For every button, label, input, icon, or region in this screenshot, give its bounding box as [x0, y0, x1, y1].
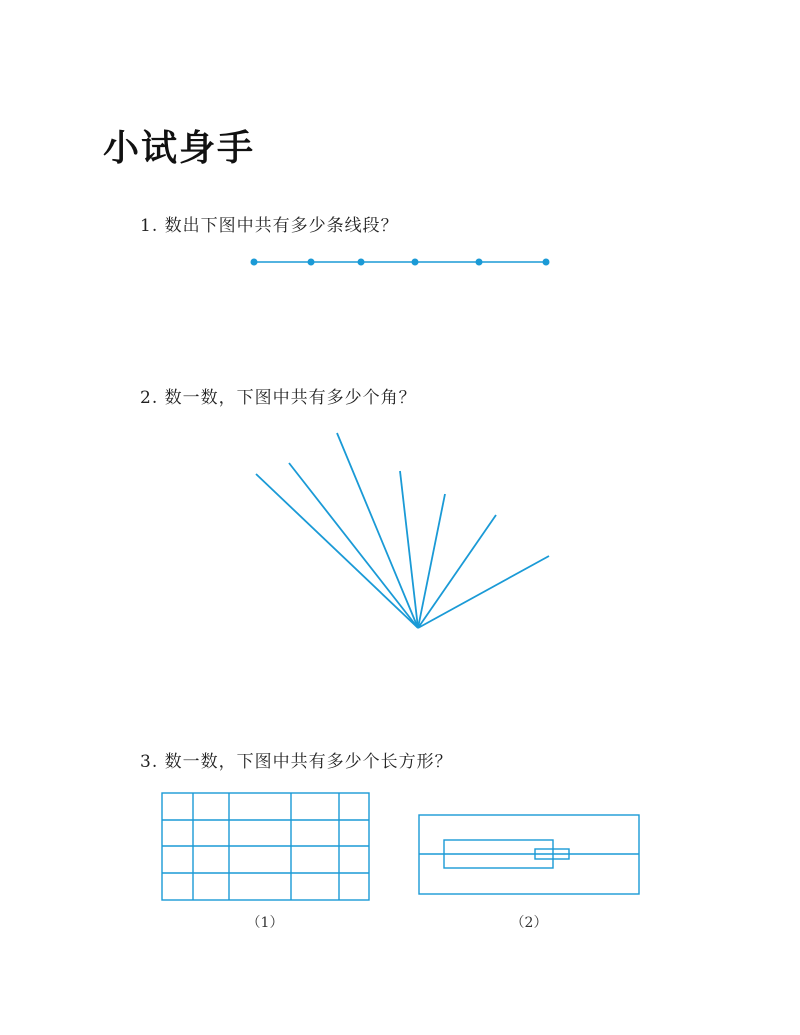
question-text: 数一数，下图中共有多少个角？: [164, 388, 417, 408]
segment-point: [476, 259, 483, 266]
question-number: 2.: [140, 388, 159, 408]
line-segment-figure: [251, 259, 550, 266]
segment-point: [543, 259, 550, 266]
ray: [337, 433, 418, 628]
segment-point: [358, 259, 365, 266]
question-number: 3.: [140, 752, 159, 772]
ray: [418, 556, 549, 628]
page-title: 小试身手: [103, 128, 256, 169]
question-text: 数一数，下图中共有多少个长方形？: [164, 752, 453, 772]
ray: [256, 474, 418, 628]
figure-label-2: （2）: [510, 915, 548, 931]
ray: [289, 463, 418, 628]
segment-point: [412, 259, 419, 266]
angle-rays-figure: [256, 433, 549, 628]
figure-label-1: （1）: [246, 915, 284, 931]
rectangle-grid-figure: [162, 793, 369, 900]
nested-rectangles-figure: [419, 815, 639, 894]
question-text: 数出下图中共有多少条线段？: [164, 216, 399, 236]
question-number: 1.: [140, 216, 159, 236]
segment-point: [308, 259, 315, 266]
segment-point: [251, 259, 258, 266]
